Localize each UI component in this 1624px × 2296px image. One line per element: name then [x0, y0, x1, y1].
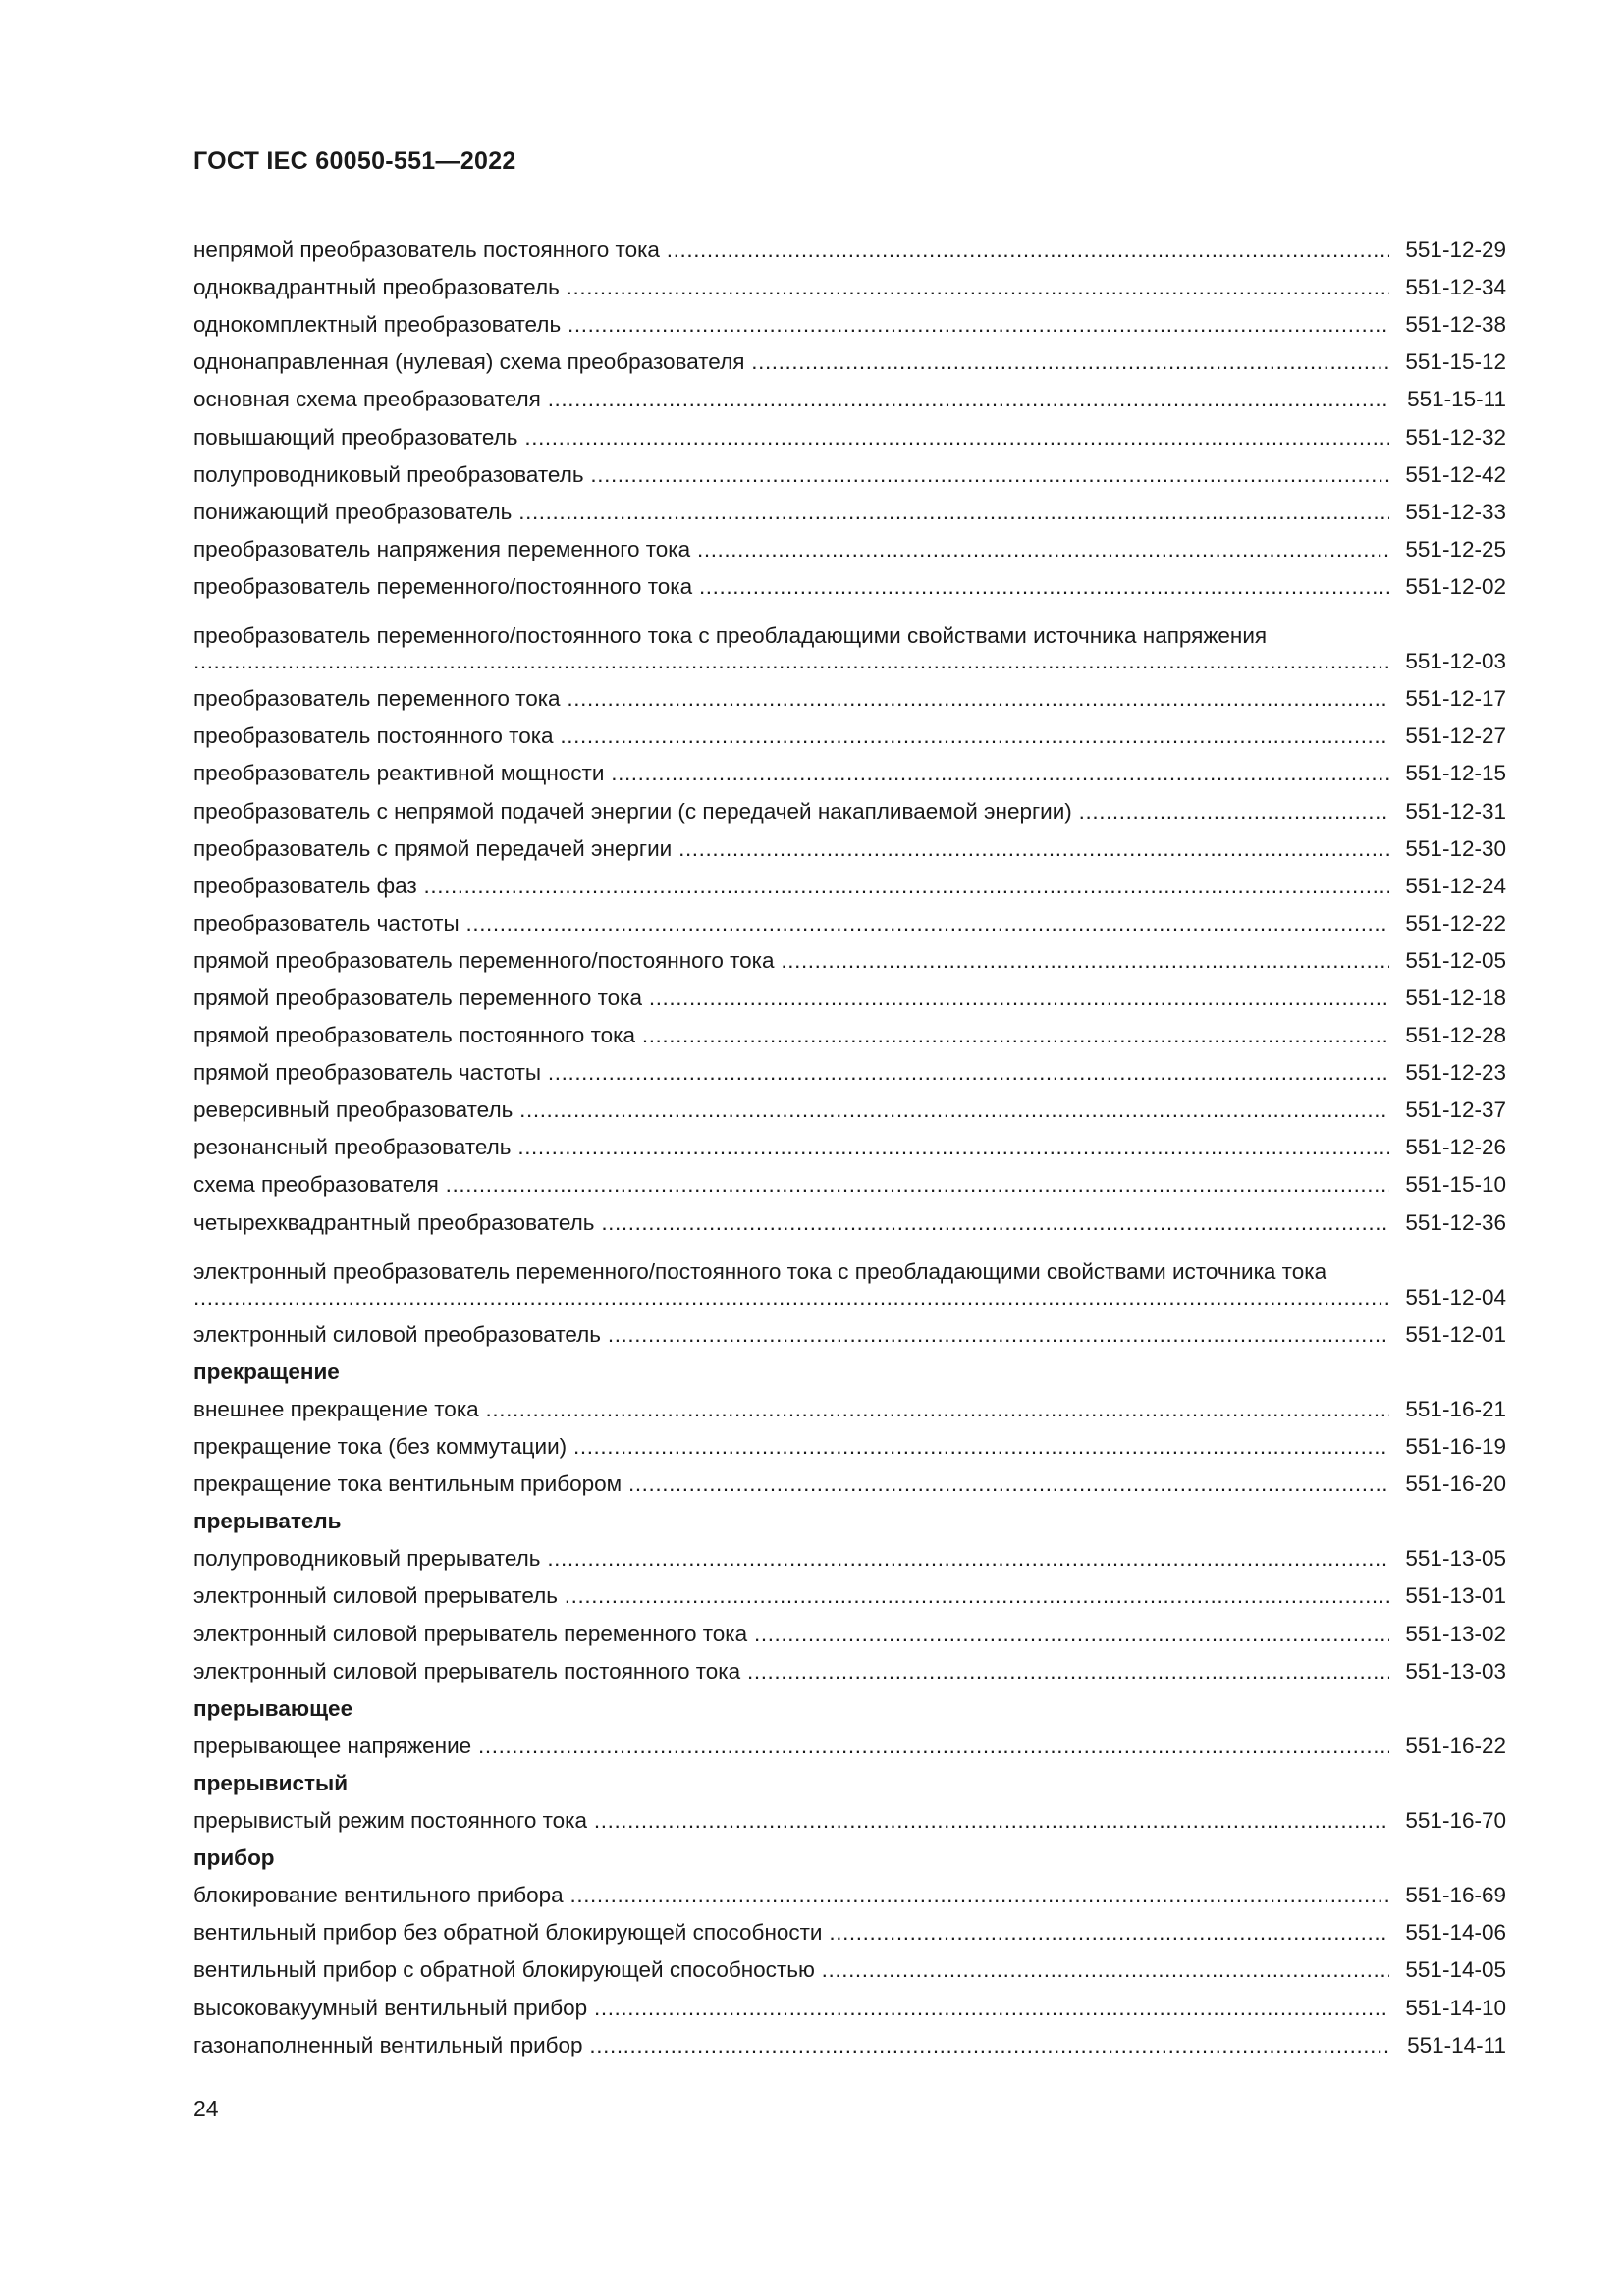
index-group-heading: прекращение	[193, 1359, 340, 1384]
index-term: схема преобразователя .....	[193, 1172, 1389, 1198]
index-group-heading: прерывистый	[193, 1770, 349, 1795]
index-term: преобразователь с непрямой подачей энергии (с передачей накапливаемой энергии) .....	[193, 799, 1389, 825]
index-term: преобразователь переменного тока .....	[193, 686, 1389, 712]
index-term: преобразователь переменного/постоянного тока с преобладающими свойствами источника напряжения .....	[193, 623, 1389, 674]
index-term: вентильный прибор без обратной блокирующей способности .....	[193, 1920, 1389, 1946]
index-entry	[193, 1123, 1506, 1160]
index-reference: 551-13-05	[1389, 1546, 1506, 1572]
index-term: преобразователь реактивной мощности .....	[193, 761, 1389, 786]
index-entry	[193, 786, 1506, 824]
term-index	[193, 226, 1506, 2058]
index-reference: 551-12-33	[1389, 500, 1506, 525]
index-group-heading: прерывающее	[193, 1695, 353, 1721]
index-reference: 551-12-32	[1389, 425, 1506, 451]
index-entry	[193, 749, 1506, 786]
index-term: одноквадрантный преобразователь .....	[193, 275, 1389, 300]
index-reference: 551-16-69	[1389, 1883, 1506, 1908]
index-term: преобразователь напряжения переменного тока .....	[193, 537, 1389, 562]
index-entry	[193, 899, 1506, 936]
index-reference: 551-12-24	[1389, 874, 1506, 899]
index-entry	[193, 451, 1506, 488]
index-reference: 551-12-38	[1389, 312, 1506, 338]
index-term: прямой преобразователь переменного/постоянного тока .....	[193, 948, 1389, 974]
index-entry	[193, 1796, 1506, 1834]
index-term: резонансный преобразователь .....	[193, 1135, 1389, 1160]
index-entry	[193, 1534, 1506, 1572]
index-reference: 551-16-21	[1389, 1397, 1506, 1422]
index-reference: 551-12-05	[1389, 948, 1506, 974]
index-reference: 551-12-34	[1389, 275, 1506, 300]
page-number: 24	[193, 2096, 219, 2121]
index-entry	[193, 1198, 1506, 1235]
index-entry	[193, 338, 1506, 375]
index-entry	[193, 1983, 1506, 2020]
index-reference: 551-15-10	[1389, 1172, 1506, 1198]
index-reference: 551-12-28	[1389, 1023, 1506, 1048]
index-term: внешнее прекращение тока .....	[193, 1397, 1389, 1422]
index-entry	[193, 674, 1506, 712]
index-entry	[193, 263, 1506, 300]
index-reference: 551-12-04	[1389, 1285, 1506, 1310]
index-term: прямой преобразователь постоянного тока .....	[193, 1023, 1389, 1048]
index-entry	[193, 1908, 1506, 1946]
index-term: вентильный прибор с обратной блокирующей способностью .....	[193, 1957, 1389, 1983]
index-reference: 551-12-18	[1389, 986, 1506, 1011]
index-group-heading: прерыватель	[193, 1509, 342, 1534]
index-reference: 551-15-11	[1389, 387, 1506, 412]
index-term: преобразователь фаз .....	[193, 874, 1389, 899]
index-term: полупроводниковый преобразователь .....	[193, 462, 1389, 488]
index-term: четырехквадрантный преобразователь .....	[193, 1210, 1389, 1236]
index-reference: 551-12-26	[1389, 1135, 1506, 1160]
index-reference: 551-12-15	[1389, 761, 1506, 786]
index-reference: 551-12-31	[1389, 799, 1506, 825]
index-term: основная схема преобразователя .....	[193, 387, 1389, 412]
index-term: прерывистый режим постоянного тока .....	[193, 1808, 1389, 1834]
index-reference: 551-12-36	[1389, 1210, 1506, 1236]
index-term: газонаполненный вентильный прибор .....	[193, 2033, 1389, 2058]
index-entry	[193, 525, 1506, 562]
index-term: однокомплектный преобразователь .....	[193, 312, 1389, 338]
index-reference: 551-13-03	[1389, 1659, 1506, 1684]
index-entry	[193, 2021, 1506, 2058]
index-entry	[193, 1011, 1506, 1048]
index-reference: 551-12-27	[1389, 723, 1506, 749]
index-term: преобразователь переменного/постоянного тока .....	[193, 574, 1389, 600]
index-entry	[193, 974, 1506, 1011]
index-reference: 551-12-02	[1389, 574, 1506, 600]
index-entry	[193, 825, 1506, 862]
index-term: повышающий преобразователь .....	[193, 425, 1389, 451]
index-entry	[193, 936, 1506, 974]
index-reference: 551-12-17	[1389, 686, 1506, 712]
index-entry	[193, 1086, 1506, 1123]
index-term: преобразователь с прямой передачей энергии .....	[193, 836, 1389, 862]
index-term: прерывающее напряжение .....	[193, 1734, 1389, 1759]
index-term: блокирование вентильного прибора .....	[193, 1883, 1389, 1908]
index-reference: 551-12-01	[1389, 1322, 1506, 1348]
index-reference: 551-12-29	[1389, 238, 1506, 263]
index-term: прямой преобразователь переменного тока .....	[193, 986, 1389, 1011]
index-entry	[193, 862, 1506, 899]
index-reference: 551-12-30	[1389, 836, 1506, 862]
index-reference: 551-15-12	[1389, 349, 1506, 375]
index-entry	[193, 1310, 1506, 1348]
index-reference: 551-12-03	[1389, 649, 1506, 674]
index-term: однонаправленная (нулевая) схема преобразователя .....	[193, 349, 1389, 375]
index-reference: 551-16-70	[1389, 1808, 1506, 1834]
index-term: прекращение тока вентильным прибором .....	[193, 1471, 1389, 1497]
index-entry	[193, 226, 1506, 263]
index-entry	[193, 600, 1506, 674]
index-reference: 551-12-22	[1389, 911, 1506, 936]
index-reference: 551-14-05	[1389, 1957, 1506, 1983]
index-term: реверсивный преобразователь .....	[193, 1097, 1389, 1123]
index-entry	[193, 1609, 1506, 1646]
index-reference: 551-16-22	[1389, 1734, 1506, 1759]
index-reference: 551-16-19	[1389, 1434, 1506, 1460]
index-term: электронный силовой прерыватель .....	[193, 1583, 1389, 1609]
index-reference: 551-13-02	[1389, 1622, 1506, 1647]
index-entry	[193, 1946, 1506, 1983]
index-entry	[193, 1160, 1506, 1198]
index-reference: 551-14-11	[1389, 2033, 1506, 2058]
index-entry	[193, 1236, 1506, 1310]
index-reference: 551-13-01	[1389, 1583, 1506, 1609]
index-term: понижающий преобразователь .....	[193, 500, 1389, 525]
document-header: ГОСТ IEC 60050-551—2022	[193, 147, 516, 175]
index-term: высоковакуумный вентильный прибор .....	[193, 1996, 1389, 2021]
index-entry	[193, 1572, 1506, 1609]
index-term: электронный силовой прерыватель постоянного тока .....	[193, 1659, 1389, 1684]
index-entry	[193, 412, 1506, 450]
index-reference: 551-12-37	[1389, 1097, 1506, 1123]
index-reference: 551-16-20	[1389, 1471, 1506, 1497]
index-term: полупроводниковый прерыватель .....	[193, 1546, 1389, 1572]
index-entry	[193, 712, 1506, 749]
index-reference: 551-14-06	[1389, 1920, 1506, 1946]
index-entry	[193, 1385, 1506, 1422]
index-term: преобразователь частоты .....	[193, 911, 1389, 936]
index-entry	[193, 1871, 1506, 1908]
index-entry	[193, 1460, 1506, 1497]
index-term: электронный силовой прерыватель переменного тока .....	[193, 1622, 1389, 1647]
index-entry	[193, 300, 1506, 338]
index-entry	[193, 375, 1506, 412]
index-entry	[193, 1647, 1506, 1684]
index-reference: 551-12-23	[1389, 1060, 1506, 1086]
index-entry	[193, 562, 1506, 600]
index-group-heading: прибор	[193, 1845, 275, 1871]
index-term: непрямой преобразователь постоянного тока .....	[193, 238, 1389, 263]
index-term: электронный преобразователь переменного/постоянного тока с преобладающими свойствами источника тока .....	[193, 1259, 1389, 1310]
index-entry	[193, 1422, 1506, 1460]
index-reference: 551-12-42	[1389, 462, 1506, 488]
index-term: прекращение тока (без коммутации) .....	[193, 1434, 1389, 1460]
index-term: прямой преобразователь частоты .....	[193, 1060, 1389, 1086]
index-entry	[193, 1048, 1506, 1086]
index-reference: 551-12-25	[1389, 537, 1506, 562]
index-reference: 551-14-10	[1389, 1996, 1506, 2021]
index-entry	[193, 488, 1506, 525]
index-entry	[193, 1722, 1506, 1759]
index-term: преобразователь постоянного тока .....	[193, 723, 1389, 749]
index-term: электронный силовой преобразователь .....	[193, 1322, 1389, 1348]
